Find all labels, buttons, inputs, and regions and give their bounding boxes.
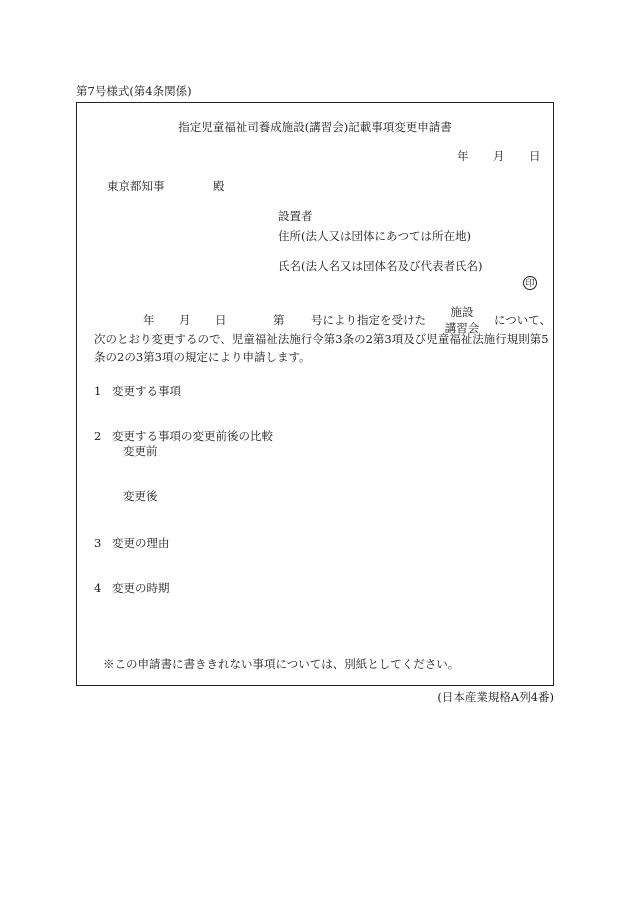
item-2-number: 2 — [94, 429, 102, 443]
body-day: 日 — [215, 313, 227, 327]
item-3-number: 3 — [94, 536, 102, 550]
comparison-after: 変更後 — [123, 489, 158, 503]
item-1-number: 1 — [94, 384, 102, 398]
body-number-prefix: 第 — [273, 313, 285, 327]
note: ※この申請書に書ききれない事項については、別紙としてください。 — [103, 657, 460, 671]
choice-facility: 施設 — [450, 305, 474, 319]
item-4-label: 変更の時期 — [112, 581, 170, 595]
body-line-3: 条の2の3第3項の規定により申請します。 — [94, 350, 311, 364]
applicant-address: 住所(法人又は団体にあつては所在地) — [278, 229, 471, 243]
item-4-number: 4 — [94, 581, 102, 595]
item-2-label: 変更する事項の変更前後の比較 — [112, 429, 273, 443]
comparison-before: 変更前 — [123, 444, 158, 458]
form-number: 第7号様式(第4条関係) — [76, 84, 192, 98]
applicant-label: 設置者 — [278, 209, 313, 223]
date-day: 日 — [529, 149, 541, 163]
date-month: 月 — [493, 149, 505, 163]
addressee-honorific: 殿 — [213, 179, 225, 193]
seal-mark: 印 — [523, 276, 537, 290]
applicant-name: 氏名(法人名又は団体名及び代表者氏名) — [278, 259, 483, 273]
addressee-name: 東京都知事 — [107, 179, 165, 193]
date-year: 年 — [457, 149, 469, 163]
item-3-label: 変更の理由 — [112, 536, 170, 550]
body-month: 月 — [179, 313, 191, 327]
body-number-suffix: 号により指定を受けた — [311, 313, 426, 327]
body-tail: について、 — [494, 313, 552, 327]
form-title: 指定児童福祉司養成施設(講習会)記載事項変更申請書 — [178, 120, 452, 134]
item-1-label: 変更する事項 — [112, 384, 181, 398]
choice-course: 講習会 — [444, 320, 480, 335]
body-year: 年 — [143, 313, 155, 327]
body-line-2: 次のとおり変更するので、児童福祉法施行令第3条の2第3項及び児童福祉法施行規則第5 — [94, 332, 549, 346]
paper-size-note: (日本産業規格A列4番) — [437, 690, 554, 704]
